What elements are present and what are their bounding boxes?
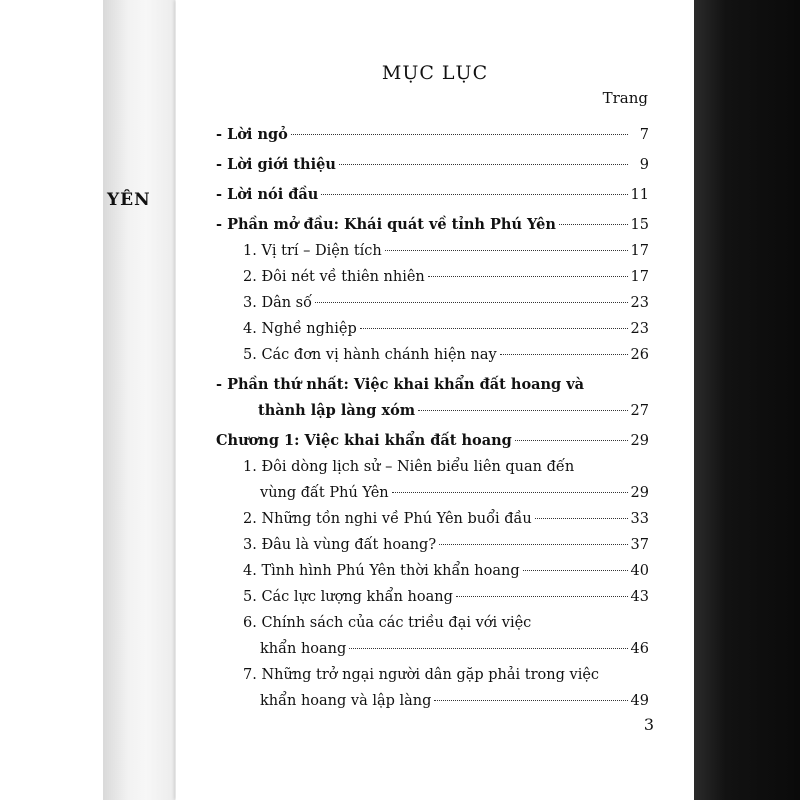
toc-entry <box>216 238 649 264</box>
toc-entry-line <box>216 398 649 424</box>
page-number: 3 <box>643 715 654 734</box>
toc-leader-dots <box>315 302 628 303</box>
toc-entry-line <box>216 506 649 532</box>
toc-list <box>216 122 649 714</box>
toc-leader-dots <box>428 276 628 277</box>
toc-leader-dots <box>349 648 627 649</box>
toc-page-number: 27 <box>630 403 649 419</box>
toc-entry-title: 4. Nghề nghiệp <box>243 321 357 337</box>
toc-page-number: 29 <box>630 433 649 449</box>
dark-background <box>694 0 800 800</box>
toc-leader-dots <box>392 492 628 493</box>
toc-entry-title: - Phần mở đầu: Khái quát về tỉnh Phú Yên <box>216 216 556 233</box>
page-column-label: Trang <box>602 89 648 107</box>
toc-entry-line <box>216 342 649 368</box>
toc-entry-title: 2. Đôi nét về thiên nhiên <box>243 269 425 285</box>
toc-page-number: 17 <box>630 243 649 259</box>
toc-page-number: 40 <box>630 563 649 579</box>
toc-entry-title-line: 7. Những trở ngại người dân gặp phải trong việc <box>243 667 600 683</box>
toc-entry-title-continued: khẩn hoang <box>260 641 347 657</box>
toc-leader-dots <box>439 544 627 545</box>
toc-entry-title: 1. Vị trí – Diện tích <box>243 243 382 259</box>
toc-entry-title-continued: khẩn hoang và lập làng <box>260 693 432 709</box>
toc-entry-line <box>216 636 649 662</box>
toc-entry-line <box>216 290 649 316</box>
toc-entry-title-line: - Phần thứ nhất: Việc khai khẩn đất hoang và <box>216 376 585 393</box>
toc-entry-line <box>216 428 649 454</box>
toc-entry <box>216 454 649 506</box>
toc-entry-title-line: 6. Chính sách của các triều đại với việc <box>243 615 532 631</box>
toc-entry <box>216 264 649 290</box>
toc-leader-dots <box>456 596 628 597</box>
toc-page-number: 29 <box>630 485 649 501</box>
toc-leader-dots <box>321 194 627 195</box>
toc-page-number: 11 <box>630 187 649 203</box>
toc-entry <box>216 662 649 714</box>
toc-entry-title-continued: thành lập làng xóm <box>258 402 416 419</box>
toc-leader-dots <box>360 328 628 329</box>
toc-leader-dots <box>500 354 628 355</box>
toc-leader-dots <box>523 570 628 571</box>
toc-page-number: 17 <box>630 269 649 285</box>
toc-entry <box>216 532 649 558</box>
spine-title: YÊN <box>107 190 151 210</box>
toc-entry <box>216 342 649 368</box>
toc-entry <box>216 506 649 532</box>
toc-page-number: 7 <box>639 127 649 143</box>
toc-leader-dots <box>291 134 628 135</box>
toc-entry-line <box>216 480 649 506</box>
toc-entry-title: - Lời nói đầu <box>216 186 319 203</box>
toc-leader-dots <box>339 164 628 165</box>
toc-page-number: 15 <box>630 217 649 233</box>
toc-entry-line <box>216 212 649 238</box>
toc-entry-line <box>216 532 649 558</box>
toc-page-number: 37 <box>630 537 649 553</box>
toc-entry <box>216 182 649 208</box>
toc-entry-title-continued: vùng đất Phú Yên <box>260 485 389 501</box>
toc-page-number: 23 <box>630 321 649 337</box>
toc-entry-title: 5. Các đơn vị hành chánh hiện nay <box>243 347 497 363</box>
toc-entry <box>216 316 649 342</box>
toc-leader-dots <box>434 700 627 701</box>
toc-entry-line <box>216 688 649 714</box>
toc-page-number: 49 <box>630 693 649 709</box>
toc-entry-line <box>216 584 649 610</box>
toc-leader-dots <box>385 250 628 251</box>
toc-entry <box>216 122 649 148</box>
toc-entry-line <box>216 152 649 178</box>
toc-entry <box>216 610 649 662</box>
toc-leader-dots <box>559 224 628 225</box>
toc-entry-title: 4. Tình hình Phú Yên thời khẩn hoang <box>243 563 520 579</box>
toc-entry <box>216 372 649 424</box>
toc-entry-title: Chương 1: Việc khai khẩn đất hoang <box>216 432 512 449</box>
toc-page-number: 26 <box>630 347 649 363</box>
toc-entry-title-line: 1. Đôi dòng lịch sử – Niên biểu liên quan đến <box>243 459 575 475</box>
toc-page-number: 33 <box>630 511 649 527</box>
page-title: MỤC LỤC <box>381 62 489 84</box>
toc-entry-title: 3. Đâu là vùng đất hoang? <box>243 537 437 553</box>
toc-entry-title: 5. Các lực lượng khẩn hoang <box>243 589 453 605</box>
toc-entry <box>216 290 649 316</box>
table-of-contents-page <box>176 0 694 800</box>
toc-entry-line <box>216 122 649 148</box>
toc-page-number: 9 <box>639 157 649 173</box>
toc-leader-dots <box>535 518 628 519</box>
toc-entry-title: 2. Những tồn nghi về Phú Yên buổi đầu <box>243 511 532 527</box>
toc-entry <box>216 428 649 454</box>
toc-leader-dots <box>515 440 628 441</box>
book-spine <box>103 0 175 800</box>
toc-entry <box>216 212 649 238</box>
toc-page-number: 46 <box>630 641 649 657</box>
toc-entry-line <box>216 264 649 290</box>
toc-page-number: 43 <box>630 589 649 605</box>
toc-entry-line <box>216 182 649 208</box>
toc-entry-line <box>216 238 649 264</box>
toc-entry <box>216 152 649 178</box>
toc-entry-title: - Lời giới thiệu <box>216 156 336 173</box>
toc-entry-title: 3. Dân số <box>243 295 312 311</box>
toc-leader-dots <box>418 410 627 411</box>
toc-entry <box>216 558 649 584</box>
toc-entry-line <box>216 558 649 584</box>
toc-entry-line <box>216 316 649 342</box>
toc-page-number: 23 <box>630 295 649 311</box>
toc-entry-title: - Lời ngỏ <box>216 126 288 143</box>
toc-entry <box>216 584 649 610</box>
